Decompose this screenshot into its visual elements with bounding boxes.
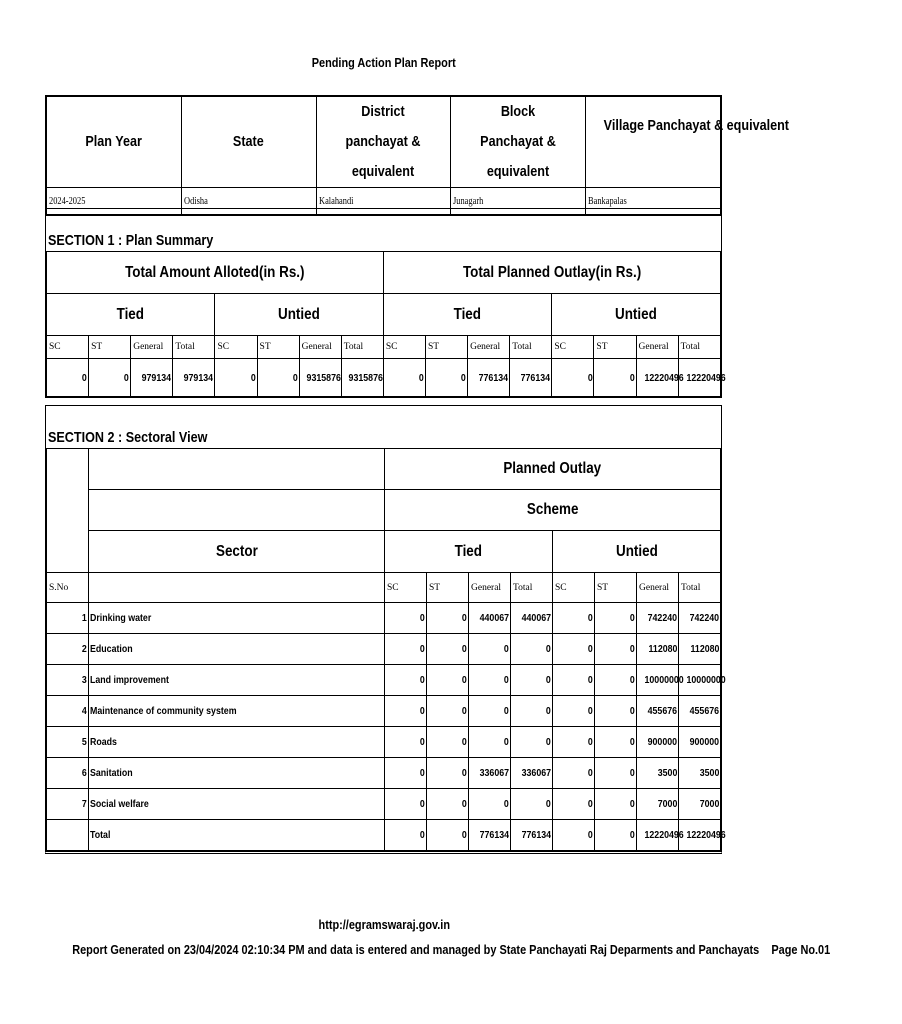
row-tied-total: 336067	[511, 758, 553, 789]
blank-header-cell	[89, 490, 385, 531]
row-tied-general: 440067	[469, 603, 511, 634]
row-tied-st: 0	[427, 758, 469, 789]
col-label: Total	[173, 336, 215, 359]
row-untied-st: 0	[595, 727, 637, 758]
row-tied-total: 0	[511, 696, 553, 727]
row-tied-general: 0	[469, 789, 511, 820]
col-label: SC	[215, 336, 257, 359]
row-untied-general: 7000	[637, 789, 679, 820]
total-row	[47, 820, 721, 851]
total-allotted-heading: Total Amount Alloted(in Rs.)	[47, 252, 384, 294]
section1-title: SECTION 1 : Plan Summary	[47, 209, 721, 252]
blank-header-cell	[89, 449, 385, 490]
table-row	[47, 603, 721, 634]
row-untied-general: 10000000	[637, 665, 679, 696]
row-untied-st: 0	[595, 789, 637, 820]
col-label: Total	[341, 336, 383, 359]
row-sno: 5	[47, 727, 89, 758]
col-label: SC	[47, 336, 89, 359]
col-label: ST	[427, 573, 469, 603]
col-label: SC	[383, 336, 425, 359]
col-label: General	[299, 336, 341, 359]
col-label: General	[637, 573, 679, 603]
outlay-tied-sc: 0	[383, 359, 425, 397]
total-sno-cell	[47, 820, 89, 851]
allotted-untied-sc: 0	[215, 359, 257, 397]
row-tied-total: 440067	[511, 603, 553, 634]
table-row	[47, 665, 721, 696]
row-sno: 7	[47, 789, 89, 820]
col-label: General	[131, 336, 173, 359]
outlay-tied-st: 0	[425, 359, 467, 397]
row-tied-st: 0	[427, 789, 469, 820]
row-untied-st: 0	[595, 696, 637, 727]
row-sector: Land improvement	[89, 665, 385, 696]
allotted-tied-sc: 0	[47, 359, 89, 397]
sector-rows	[47, 603, 726, 820]
row-untied-total: 112080	[679, 634, 721, 665]
col-label: Total	[678, 336, 720, 359]
row-sector: Sanitation	[89, 758, 385, 789]
allotted-tied-st: 0	[89, 359, 131, 397]
col-label: SC	[553, 573, 595, 603]
row-untied-st: 0	[595, 758, 637, 789]
row-sector: Maintenance of community system	[89, 696, 385, 727]
footer-url[interactable]: http://egramswaraj.gov.in	[318, 917, 450, 932]
col-label: General	[636, 336, 678, 359]
col-label: Total	[511, 573, 553, 603]
total-outlay-heading: Total Planned Outlay(in Rs.)	[383, 252, 720, 294]
plan-header-table	[45, 95, 790, 216]
col-label: ST	[89, 336, 131, 359]
tied-heading: Tied	[385, 531, 553, 573]
row-untied-total: 900000	[679, 727, 721, 758]
outlay-tied-general: 776134	[468, 359, 510, 397]
scheme-heading: Scheme	[385, 490, 721, 531]
total-untied-st: 0	[595, 820, 637, 851]
row-sector: Social welfare	[89, 789, 385, 820]
row-tied-general: 0	[469, 696, 511, 727]
outlay-untied-sc: 0	[552, 359, 594, 397]
row-untied-general: 742240	[637, 603, 679, 634]
row-tied-sc: 0	[385, 634, 427, 665]
untied-heading: Untied	[553, 531, 721, 573]
row-sno: 1	[47, 603, 89, 634]
total-untied-sc: 0	[553, 820, 595, 851]
row-untied-sc: 0	[553, 603, 595, 634]
outlay-tied-total: 776134	[510, 359, 552, 397]
header-value-district: Kalahandi	[316, 188, 451, 215]
row-tied-sc: 0	[385, 758, 427, 789]
header-label-state: State	[181, 97, 316, 188]
row-tied-sc: 0	[385, 696, 427, 727]
header-label-district: District panchayat & equivalent	[316, 97, 451, 188]
row-tied-general: 0	[469, 665, 511, 696]
row-untied-general: 455676	[637, 696, 679, 727]
col-label: SC	[385, 573, 427, 603]
row-tied-sc: 0	[385, 789, 427, 820]
table-row	[47, 789, 721, 820]
row-tied-general: 0	[469, 727, 511, 758]
row-untied-total: 10000000	[679, 665, 721, 696]
header-value-village: Bankapalas	[586, 188, 721, 215]
sector-heading: Sector	[89, 531, 385, 573]
allotted-tied-general: 979134	[131, 359, 173, 397]
row-tied-total: 0	[511, 634, 553, 665]
table-row	[47, 696, 721, 727]
sno-header-cell	[47, 449, 89, 573]
row-tied-total: 0	[511, 665, 553, 696]
row-untied-sc: 0	[553, 696, 595, 727]
total-tied-total: 776134	[511, 820, 553, 851]
row-tied-sc: 0	[385, 603, 427, 634]
col-label: General	[468, 336, 510, 359]
row-tied-st: 0	[427, 696, 469, 727]
row-tied-sc: 0	[385, 665, 427, 696]
row-untied-st: 0	[595, 634, 637, 665]
row-tied-st: 0	[427, 727, 469, 758]
table-row	[47, 634, 721, 665]
section1-table	[45, 208, 726, 398]
row-untied-sc: 0	[553, 665, 595, 696]
total-tied-st: 0	[427, 820, 469, 851]
allotted-untied-total: 9315876	[341, 359, 383, 397]
row-untied-sc: 0	[553, 758, 595, 789]
row-sno: 3	[47, 665, 89, 696]
allotted-untied-st: 0	[257, 359, 299, 397]
allotted-tied-heading: Tied	[47, 294, 215, 336]
allotted-untied-heading: Untied	[215, 294, 383, 336]
row-tied-st: 0	[427, 665, 469, 696]
outlay-tied-heading: Tied	[383, 294, 551, 336]
header-label-block: Block Panchayat & equivalent	[451, 97, 586, 188]
total-label: Total	[89, 820, 385, 851]
footer-generated-text: Report Generated on 23/04/2024 02:10:34 PM and data is entered and managed by State Panchayati Raj Deparments and Panchayats	[72, 942, 760, 957]
header-label-plan-year: Plan Year	[47, 97, 182, 188]
planned-outlay-heading: Planned Outlay	[385, 449, 721, 490]
row-untied-sc: 0	[553, 727, 595, 758]
table-row	[47, 758, 721, 789]
row-tied-sc: 0	[385, 727, 427, 758]
row-sno: 6	[47, 758, 89, 789]
footer-generated	[0, 942, 831, 957]
header-value-state: Odisha	[181, 188, 316, 215]
footer-page-number: Page No.01	[771, 942, 831, 957]
row-tied-st: 0	[427, 634, 469, 665]
row-tied-general: 336067	[469, 758, 511, 789]
row-untied-sc: 0	[553, 634, 595, 665]
outlay-untied-general: 12220496	[636, 359, 678, 397]
row-tied-general: 0	[469, 634, 511, 665]
col-label: General	[469, 573, 511, 603]
row-untied-general: 112080	[637, 634, 679, 665]
header-label-village: Village Panchayat & equivalent	[586, 97, 721, 188]
col-label: ST	[595, 573, 637, 603]
row-untied-general: 900000	[637, 727, 679, 758]
blank-label-cell	[89, 573, 385, 603]
row-tied-st: 0	[427, 603, 469, 634]
section2-table	[45, 405, 726, 854]
row-untied-sc: 0	[553, 789, 595, 820]
total-tied-sc: 0	[385, 820, 427, 851]
row-sector: Drinking water	[89, 603, 385, 634]
row-sector: Roads	[89, 727, 385, 758]
col-label: SC	[552, 336, 594, 359]
row-untied-total: 455676	[679, 696, 721, 727]
row-untied-general: 3500	[637, 758, 679, 789]
row-tied-total: 0	[511, 727, 553, 758]
allotted-tied-total: 979134	[173, 359, 215, 397]
outlay-untied-total: 12220496	[678, 359, 720, 397]
col-label: ST	[257, 336, 299, 359]
row-tied-total: 0	[511, 789, 553, 820]
allotted-untied-general: 9315876	[299, 359, 341, 397]
report-title: Pending Action Plan Report	[311, 55, 456, 70]
col-label: Total	[679, 573, 721, 603]
sno-label: S.No	[47, 573, 89, 603]
total-tied-general: 776134	[469, 820, 511, 851]
total-untied-total: 12220496	[679, 820, 721, 851]
row-untied-total: 742240	[679, 603, 721, 634]
table-row	[47, 727, 721, 758]
row-sector: Education	[89, 634, 385, 665]
header-value-plan-year: 2024-2025	[47, 188, 182, 215]
row-sno: 2	[47, 634, 89, 665]
row-untied-total: 3500	[679, 758, 721, 789]
row-sno: 4	[47, 696, 89, 727]
row-untied-total: 7000	[679, 789, 721, 820]
total-untied-general: 12220496	[637, 820, 679, 851]
col-label: ST	[425, 336, 467, 359]
outlay-untied-st: 0	[594, 359, 636, 397]
col-label: Total	[510, 336, 552, 359]
header-value-block: Junagarh	[451, 188, 586, 215]
row-untied-st: 0	[595, 665, 637, 696]
col-label: ST	[594, 336, 636, 359]
row-untied-st: 0	[595, 603, 637, 634]
section2-title: SECTION 2 : Sectoral View	[47, 406, 721, 449]
outlay-untied-heading: Untied	[552, 294, 721, 336]
